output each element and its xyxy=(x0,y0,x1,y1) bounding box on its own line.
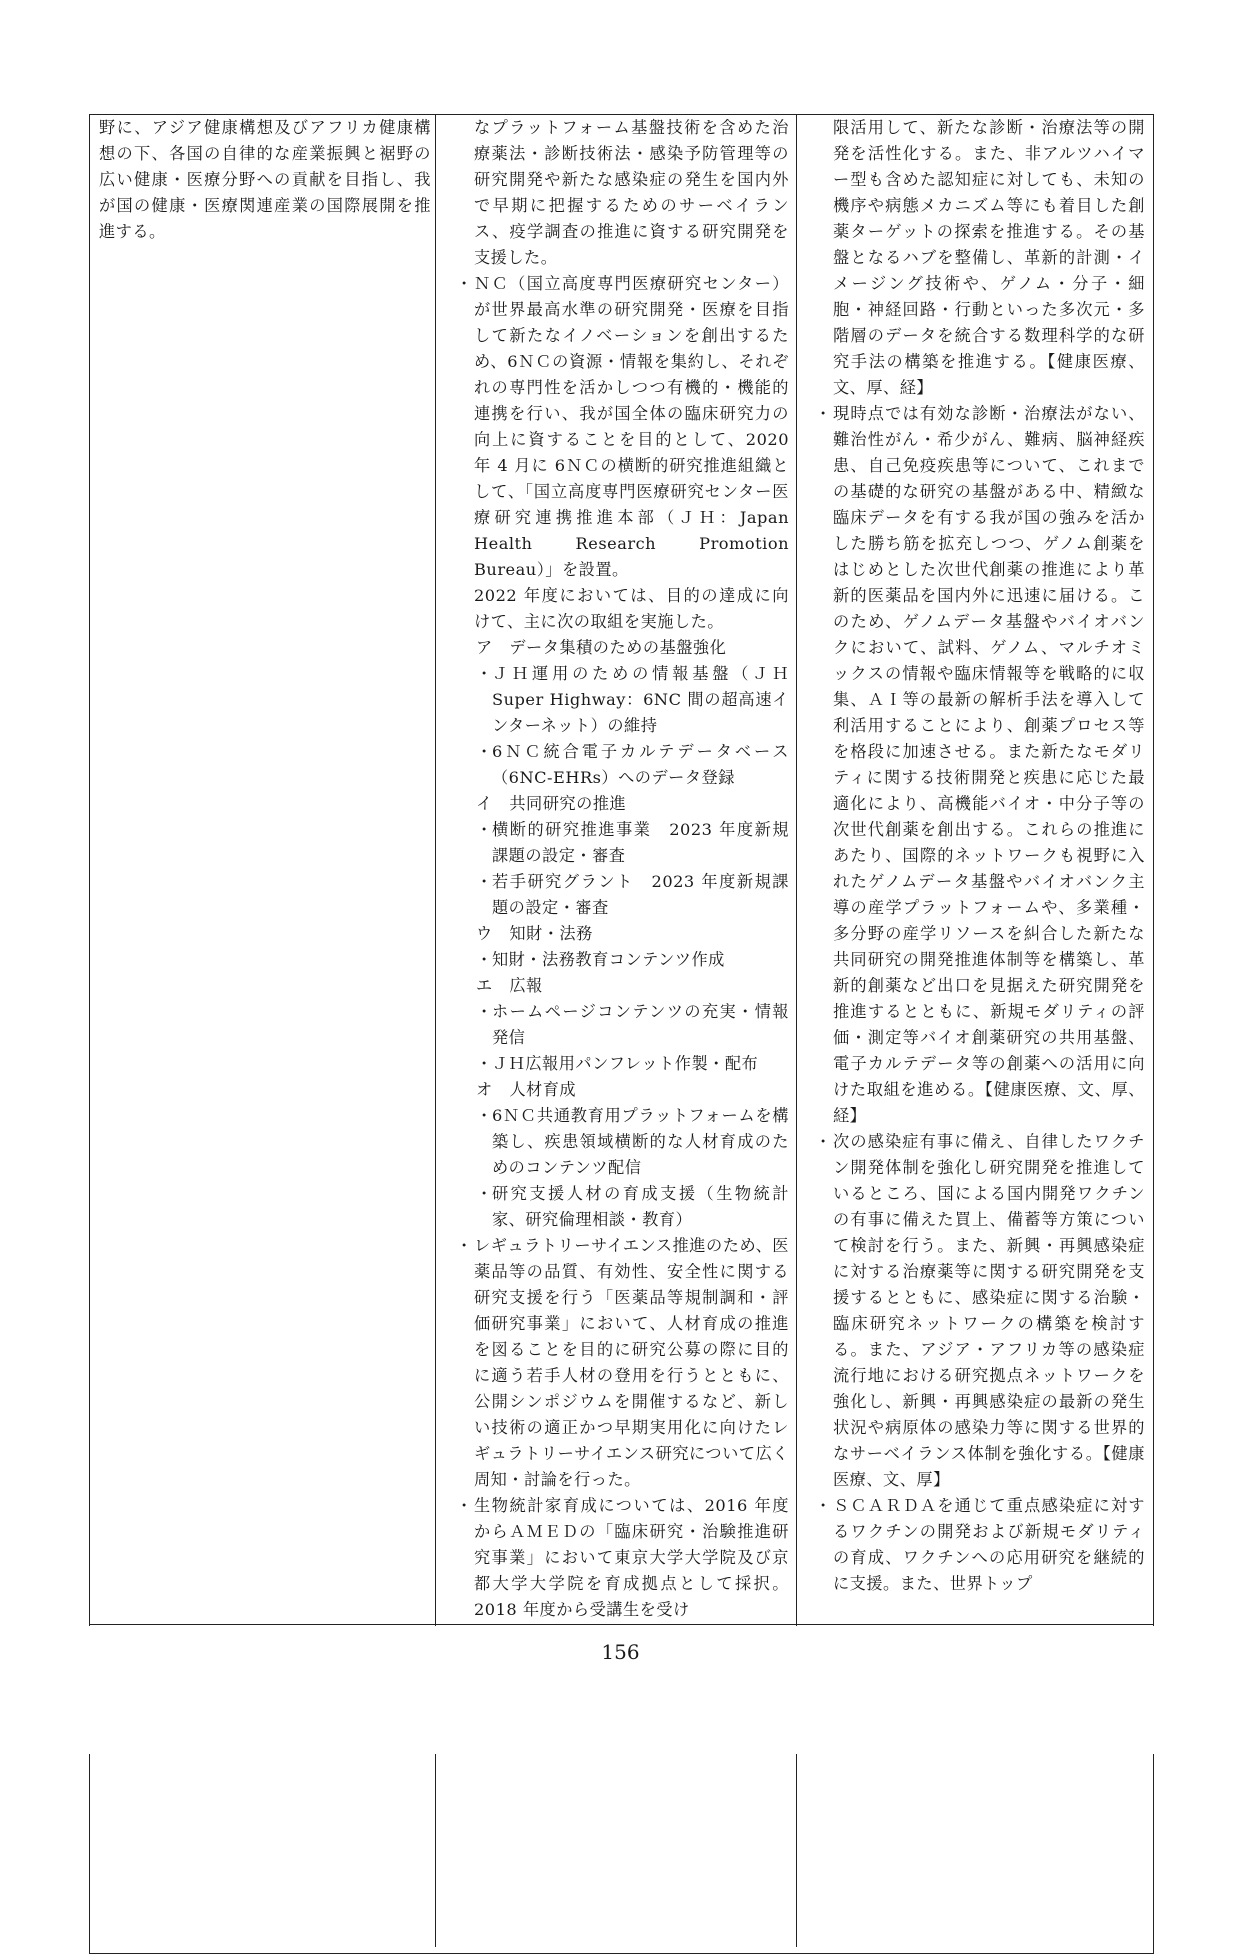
list-item xyxy=(456,1103,789,1181)
bullet-text: ＮＣ（国立高度専門医療研究センター）が世界最高水準の研究開発・医療を目指して新たなイノベーションを創出するため、6ＮＣの資源・情報を集約し、それぞれの専門性を活かしつつ有機的・機能的連携を行い、我が国全体の臨床研究力の向上に資することを目的として、2020 年 4 月に 6ＮＣの横断的研究推進組織として、「国立高度専門医療研究センター医療研究連携推進本部（ＪＨ：Japan Health Research Promotion Bureau）」を設置。 xyxy=(474,274,789,579)
list-item-text: ホームページコンテンツの充実・情報発信 xyxy=(492,1002,789,1047)
bullet-item xyxy=(456,271,789,583)
page-number: 156 xyxy=(601,1640,640,1664)
list-item-text: 研究支援人材の育成支援（生物統計家、研究倫理相談・教育） xyxy=(492,1184,789,1229)
list-item xyxy=(456,1181,789,1233)
bullet-item xyxy=(815,401,1145,1129)
bullet-mark: ・ xyxy=(815,404,832,423)
bullet-text: 現時点では有効な診断・治療法がない、難治性がん・希少がん、難病、脳神経疾患、自己免疫疾患等について、これまでの基礎的な研究の基盤がある中、精緻な臨床データを有する我が国の強みを活かした勝ち筋を拡充しつつ、ゲノム創薬をはじめとした次世代創薬の推進により革新的医薬品を国内外に迅速に届ける。このため、ゲノムデータ基盤やバイオバンクにおいて、試料、ゲノム、マルチオミックスの情報や臨床情報等を戦略的に収集、ＡＩ等の最新の解析手法を導入して利活用することにより、創薬プロセス等を格段に加速させる。また新たなモダリティに関する技術開発と疾患に応じた最適化により、高機能バイオ・中分子等の次世代創薬を創出する。これらの推進にあたり、国際的ネットワークも視野に入れたゲノムデータ基盤やバイオバンク主導の産学プラットフォームや、多業種・多分野の産学リソースを糾合した新たな共同研究の開発推進体制等を構築し、革新的創薬など出口を見据えた研究開発を推進するとともに、新規モダリティの評価・測定等バイオ創薬研究の共用基盤、電子カルテデータ等の創薬への活用に向けた取組を進める。【健康医療、文、厚、経】 xyxy=(833,404,1145,1125)
bullet-mark: ・ xyxy=(476,1054,493,1073)
bullet-mark: ・ xyxy=(476,1184,493,1203)
bullet-mark: ・ xyxy=(476,872,493,891)
bullet-mark: ・ xyxy=(476,1106,493,1125)
list-item xyxy=(456,1051,789,1077)
list-item xyxy=(456,739,789,791)
col1-text: 野に、アジア健康構想及びアフリカ健康構想の下、各国の自律的な産業振興と裾野の広い健康・医療分野への貢献を目指し、我が国の健康・医療関連産業の国際展開を推進する。 xyxy=(99,118,431,241)
bullet-mark: ・ xyxy=(476,1002,493,1021)
section-heading: エ 広報 xyxy=(476,976,543,995)
bullet-mark: ・ xyxy=(815,1132,832,1151)
list-item-text: 横断的研究推進事業 2023 年度新規課題の設定・審査 xyxy=(492,820,789,865)
bullet-item xyxy=(815,1129,1145,1493)
list-item xyxy=(456,869,789,921)
section-heading: イ 共同研究の推進 xyxy=(476,794,627,813)
bullet-mark: ・ xyxy=(476,820,493,839)
column-3 xyxy=(815,115,1145,1597)
bullet-mark: ・ xyxy=(815,1496,832,1515)
col2-paragraph: 2022 年度においては、目的の達成に向けて、主に次の取組を実施した。 xyxy=(474,586,789,631)
bullet-text: ＳＣＡＲＤＡを通じて重点感染症に対するワクチンの開発および新規モダリティの育成、ワクチンへの応用研究を継続的に支援。また、世界トップ xyxy=(833,1496,1145,1593)
bullet-item xyxy=(456,1233,789,1493)
list-item xyxy=(456,999,789,1051)
list-item-text: 知財・法務教育コンテンツ作成 xyxy=(492,950,725,969)
bullet-mark: ・ xyxy=(476,742,493,761)
bullet-mark: ・ xyxy=(476,950,493,969)
bullet-text: 生物統計家育成については、2016 年度からＡＭＥＤの「臨床研究・治験推進研究事業」において東京大学大学院及び京都大学大学院を育成拠点として採択。2018 年度から受講生を受け xyxy=(474,1496,789,1619)
list-item xyxy=(456,817,789,869)
bullet-item xyxy=(456,1493,789,1623)
bullet-text: 次の感染症有事に備え、自律したワクチン開発体制を強化し研究開発を推進しているところ、国による国内開発ワクチンの有事に備えた買上、備蓄等方策について検討を行う。また、新興・再興感染症に対する治療薬等に関する研究開発を支援するとともに、感染症に関する治験・臨床研究ネットワークの構築を検討する。また、アジア・アフリカ等の感染症流行地における研究拠点ネットワークを強化し、新興・再興感染症の最新の発生状況や病原体の感染力等に関する世界的なサーベイランス体制を強化する。【健康医療、文、厚】 xyxy=(833,1132,1145,1489)
list-item-text: ＪＨ運用のための情報基盤（ＪＨ Super Highway：6NC 間の超高速インターネット）の維持 xyxy=(492,664,789,735)
bullet-mark: ・ xyxy=(456,1496,473,1515)
list-item-text: 6ＮＣ統合電子カルテデータベース（6NC-EHRs）へのデータ登録 xyxy=(492,742,789,787)
section-heading: ア データ集積のための基盤強化 xyxy=(476,638,727,657)
col2-paragraph: なプラットフォーム基盤技術を含めた治療薬法・診断技術法・感染予防管理等の研究開発や新たな感染症の発生を国内外で早期に把握するためのサーベイランス、疫学調査の推進に資する研究開発を支援した。 xyxy=(474,118,789,267)
col3-paragraph: 限活用して、新たな診断・治療法等の開発を活性化する。また、非アルツハイマー型も含めた認知症に対しても、未知の機序や病態メカニズム等にも着目した創薬ターゲットの探索を推進する。その基盤となるハブを整備し、革新的計測・イメージング技術や、ゲノム・分子・細胞・神経回路・行動といった多次元・多階層のデータを統合する数理科学的な研究手法の構築を推進する。【健康医療、文、厚、経】 xyxy=(833,118,1145,397)
list-item xyxy=(456,947,789,973)
section-heading: ウ 知財・法務 xyxy=(476,924,593,943)
list-item xyxy=(456,661,789,739)
table-bottom-border xyxy=(89,1624,1154,1625)
list-item-text: 若手研究グラント 2023 年度新規課題の設定・審査 xyxy=(492,872,789,917)
bullet-text: レギュラトリーサイエンス推進のため、医薬品等の品質、有効性、安全性に関する研究支援を行う「医薬品等規制調和・評価研究事業」において、人材育成の推進を図ることを目的に研究公募の際に目的に適う若手人材の登用を行うとともに、公開シンポジウムを開催するなど、新しい技術の適正かつ早期実用化に向けたレギュラトリーサイエンス研究について広く周知・討論を行った。 xyxy=(474,1236,789,1489)
bullet-mark: ・ xyxy=(476,664,493,683)
bullet-mark: ・ xyxy=(456,1236,473,1255)
bullet-item xyxy=(815,1493,1145,1597)
column-2 xyxy=(456,115,789,1623)
section-heading: オ 人材育成 xyxy=(476,1080,577,1099)
bullet-mark: ・ xyxy=(456,274,473,293)
column-1 xyxy=(99,115,431,245)
list-item-text: ＪＨ広報用パンフレット作製・配布 xyxy=(492,1054,759,1073)
list-item-text: 6ＮＣ共通教育用プラットフォームを構築し、疾患領域横断的な人材育成のためのコンテンツ配信 xyxy=(492,1106,789,1177)
